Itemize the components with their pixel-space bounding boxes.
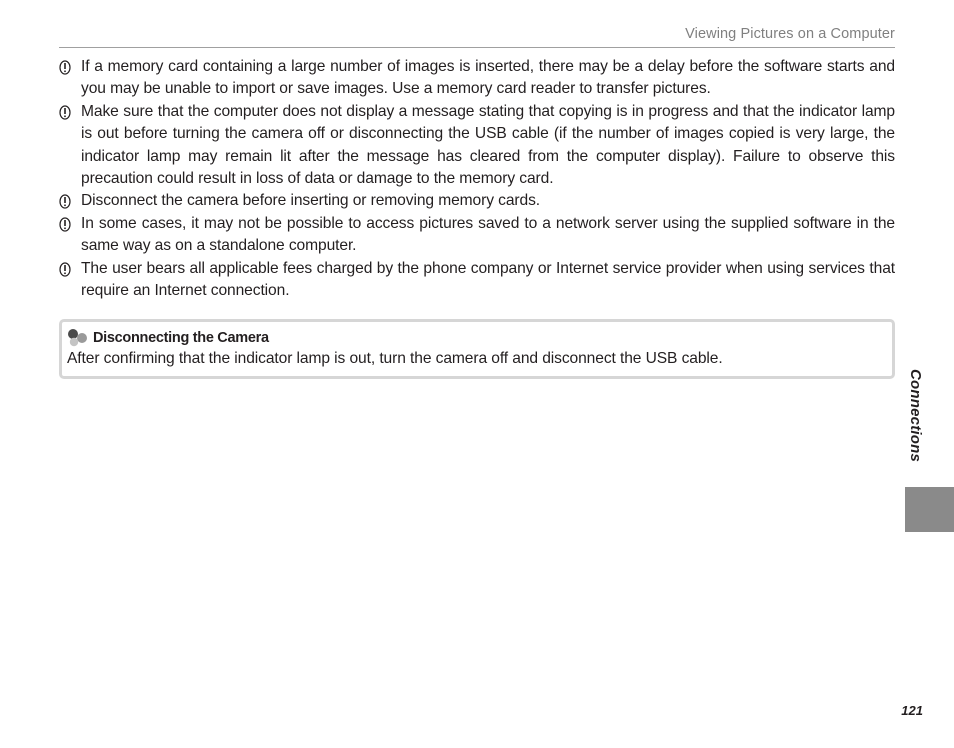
tip-box: [59, 319, 895, 379]
note-text: If a memory card containing a large number of images is inserted, there may be a delay before the software starts and you may be unable to import or save images. Use a memory card reader to transfer pictures.: [81, 58, 895, 98]
note-text: In some cases, it may not be possible to access pictures saved to a network server using the supplied software in the same way as on a standalone computer.: [81, 214, 895, 255]
caution-notes-list: [59, 56, 895, 302]
section-tab-block: [905, 487, 954, 532]
caution-note-4: [59, 213, 895, 258]
caution-icon: [59, 194, 71, 209]
caution-note-5: [59, 258, 895, 303]
caution-note-2: [59, 101, 895, 191]
tip-title: Disconnecting the Camera: [93, 329, 269, 346]
note-text: The user bears all applicable fees charged by the phone company or Internet service provider when using services that require an Internet connection.: [81, 259, 895, 300]
note-text: Make sure that the computer does not display a message stating that copying is in progress and that the indicator lamp is out before turning the camera off or disconnecting the USB cable (if the number of images copied is very large, the indicator lamp may remain lit after the message has cleared from the computer display). Failure to observe this precaution could result in loss of data or damage to the memory card.: [81, 102, 895, 188]
tip-title-row: [67, 328, 269, 347]
caution-icon: [59, 105, 71, 120]
header-rule: [59, 47, 895, 48]
page-number: 121: [901, 703, 923, 718]
section-tab-label: Connections: [907, 369, 924, 463]
tip-body: After confirming that the indicator lamp is out, turn the camera off and disconnect the USB cable.: [67, 350, 723, 367]
caution-note-1: [59, 56, 895, 101]
tip-icon: [67, 328, 89, 347]
note-text: Disconnect the camera before inserting or removing memory cards.: [81, 192, 541, 210]
caution-icon: [59, 60, 71, 75]
running-header: Viewing Pictures on a Computer: [685, 26, 895, 42]
caution-icon: [59, 217, 71, 232]
caution-note-3: [59, 190, 895, 212]
caution-icon: [59, 262, 71, 277]
